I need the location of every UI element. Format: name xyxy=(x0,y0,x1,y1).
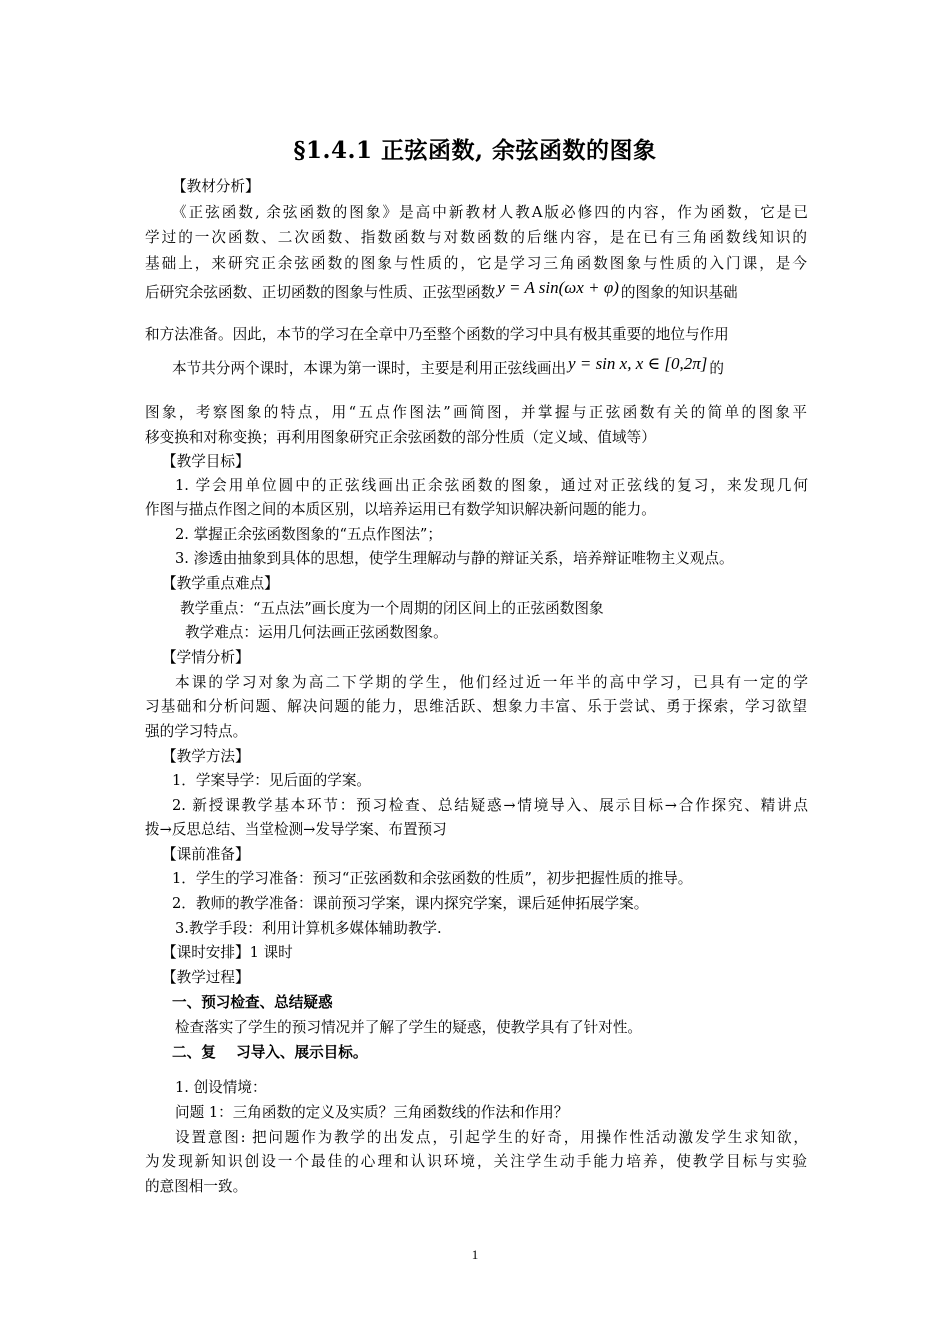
paragraph-line: 2．教师的教学准备：课前预习学案，课内探究学案，课后延伸拓展学案。 xyxy=(172,895,649,912)
paragraph-line: 1．学生的学习准备：预习“正弦函数和余弦函数的性质”，初步把握性质的推导。 xyxy=(172,870,693,887)
paragraph-text: 后研究余弦函数、正切函数的图象与性质、正弦型函数 xyxy=(145,284,496,301)
paragraph-line: 设置意图: 把问题作为教学的出发点，引起学生的好奇，用操作性活动激发学生求知欲， xyxy=(175,1129,808,1146)
formula-y-asin: y = A sin(ωx + φ) xyxy=(497,278,619,297)
paragraph-line: 的意图相一致。 xyxy=(145,1178,248,1195)
paragraph-line: 习基础和分析问题、解决问题的能力，思维活跃、想象力丰富、乐于尝试、勇于探索，学习欲望 xyxy=(145,698,807,715)
page-number: 1 xyxy=(471,1247,479,1262)
paragraph-line: 移变换和对称变换；再利用图象研究正余弦函数的部分性质（定义域、值域等） xyxy=(145,429,656,446)
section-heading-textbook-analysis: 【教材分析】 xyxy=(172,178,260,195)
paragraph-line: 2. 新授课教学基本环节：预习检查、总结疑惑→情境导入、展示目标→合作探究、精讲点 xyxy=(172,797,808,814)
paragraph-line: 图象，考察图象的特点，用“五点作图法”画简图，并掌握与正弦函数有关的简单的图象平 xyxy=(145,404,807,421)
formula-y-sinx-interval: y = sin x, x ∈ [0,2π] xyxy=(568,354,708,373)
paragraph-line: 基础上，来研究正余弦函数的图象与性质的，它是学习三角函数图象与性质的入门课，是今 xyxy=(145,255,807,272)
section-heading-preparation: 【课前准备】 xyxy=(162,846,250,863)
section-heading-process: 【教学过程】 xyxy=(162,969,250,986)
paragraph-line: 教学重点：“五点法”画长度为一个周期的闭区间上的正弦函数图象 xyxy=(180,600,604,617)
paragraph-line: 2. 掌握正余弦函数图象的“五点作图法”； xyxy=(175,526,442,543)
step-heading-preview: 一、预习检查、总结疑惑 xyxy=(172,994,333,1011)
paragraph-line: 教学难点：运用几何法画正弦函数图象。 xyxy=(185,624,448,641)
paragraph-line: 作图与描点作图之间的本质区别，以培养运用已有数学知识解决新问题的能力。 xyxy=(145,501,656,518)
paragraph-text: 本节共分两个课时，本课为第一课时，主要是利用正弦线画出 xyxy=(172,360,567,377)
paragraph-line xyxy=(172,354,724,379)
paragraph-text: 的 xyxy=(709,360,724,377)
paragraph-line: 1. 创设情境： xyxy=(175,1079,267,1096)
paragraph-line: 1．学案导学：见后面的学案。 xyxy=(172,772,372,789)
paragraph-line: 学过的一次函数、二次函数、指数函数与对数函数的后继内容，是在已有三角函数线知识的 xyxy=(145,229,807,246)
section-heading-objectives: 【教学目标】 xyxy=(162,453,250,470)
step-heading-review: 二、复 习导入、展示目标。 xyxy=(172,1044,368,1061)
paragraph-line: 3.教学手段：利用计算机多媒体辅助教学. xyxy=(175,920,442,937)
paragraph-text: 的图象的知识基础 xyxy=(620,284,738,301)
paragraph-line: 3. 渗透由抽象到具体的思想，使学生理解动与静的辩证关系，培养辩证唯物主义观点。 xyxy=(175,550,734,567)
paragraph-line: 1. 学会用单位圆中的正弦线画出正余弦函数的图象，通过对正弦线的复习，来发现几何 xyxy=(175,477,808,494)
paragraph-line: 问题 1：三角函数的定义及实质？三角函数线的作法和作用？ xyxy=(175,1104,569,1121)
page-title: §1.4.1 正弦函数, 余弦函数的图象 xyxy=(293,137,657,164)
section-heading-key-points: 【教学重点难点】 xyxy=(162,575,279,592)
paragraph-line: 拨→反思总结、当堂检测→发导学案、布置预习 xyxy=(145,821,447,838)
section-heading-methods: 【教学方法】 xyxy=(162,748,250,765)
paragraph-line: 为发现新知识创设一个最佳的心理和认识环境，关注学生动手能力培养，使教学目标与实验 xyxy=(145,1153,807,1170)
paragraph-line: 和方法准备。因此，本节的学习在全章中乃至整个函数的学习中具有极其重要的地位与作用 xyxy=(145,326,729,343)
paragraph-line: 强的学习特点。 xyxy=(145,723,248,740)
paragraph-line: 本课的学习对象为高二下学期的学生，他们经过近一年半的高中学习，已具有一定的学 xyxy=(175,674,808,691)
paragraph-line xyxy=(145,278,738,303)
section-heading-learner-analysis: 【学情分析】 xyxy=(162,649,250,666)
section-heading-schedule: 【课时安排】1 课时 xyxy=(162,944,293,961)
paragraph-line: 《正弦函数, 余弦函数的图象》是高中新教材人教A版必修四的内容，作为函数，它是已 xyxy=(172,204,808,221)
paragraph-line: 检查落实了学生的预习情况并了解了学生的疑惑，使教学具有了针对性。 xyxy=(175,1019,643,1036)
